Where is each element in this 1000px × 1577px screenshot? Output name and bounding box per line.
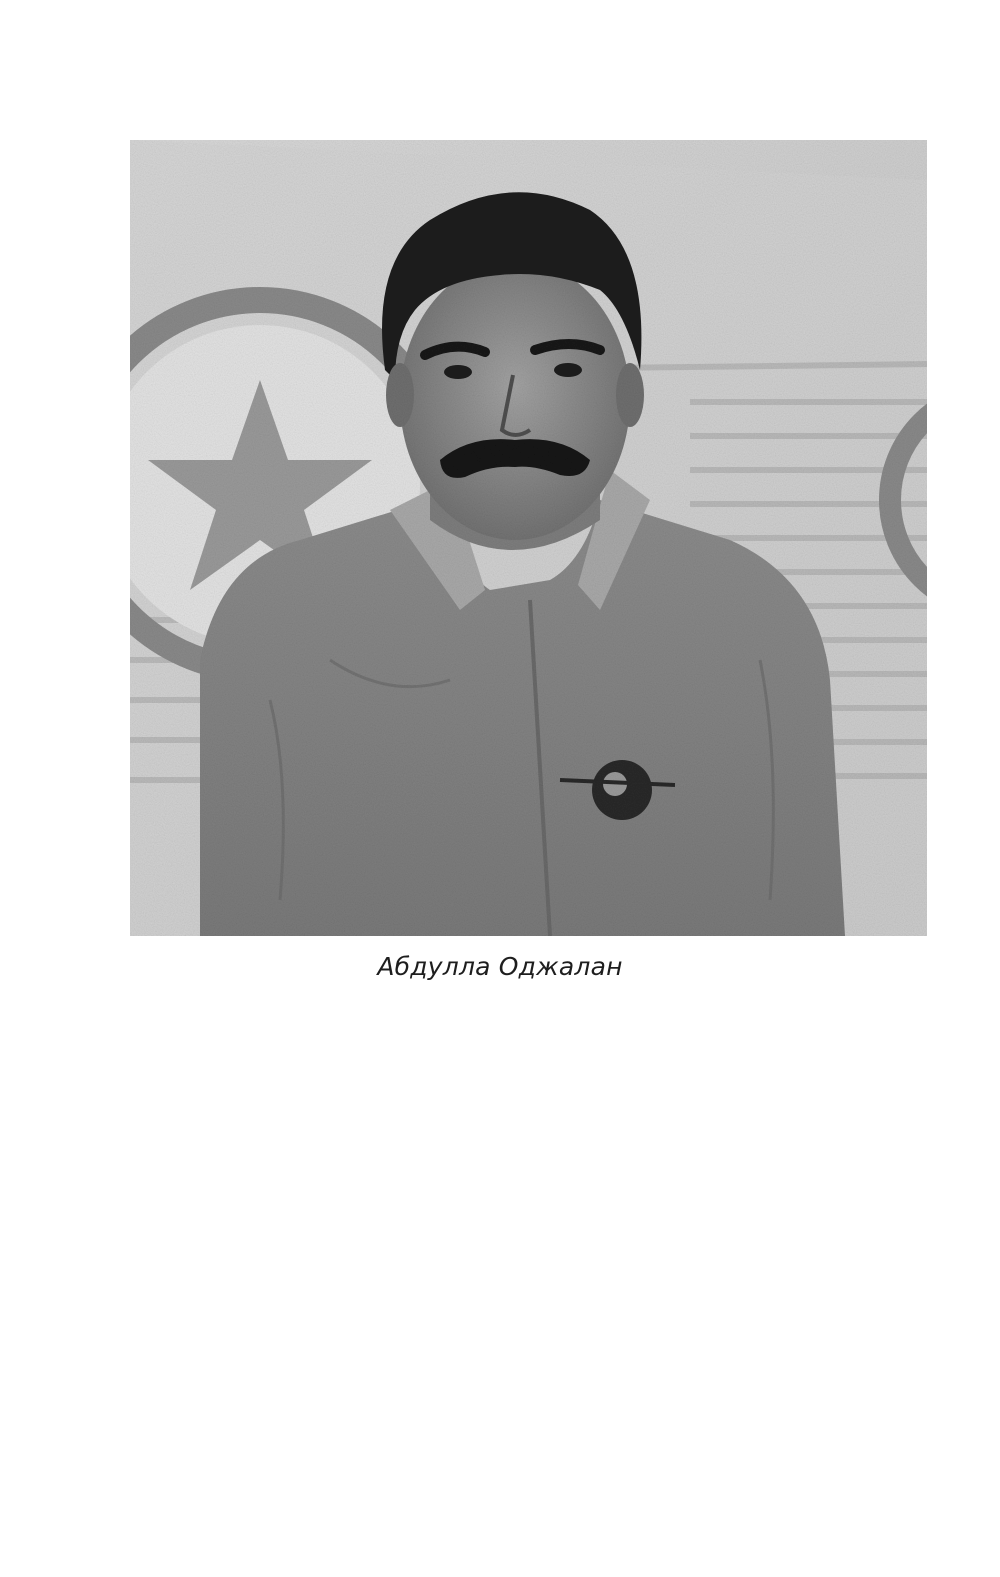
photo-illustration <box>130 140 927 936</box>
photo-caption: Абдулла Оджалан <box>377 952 623 981</box>
portrait-photo <box>130 140 927 936</box>
face <box>400 260 630 540</box>
